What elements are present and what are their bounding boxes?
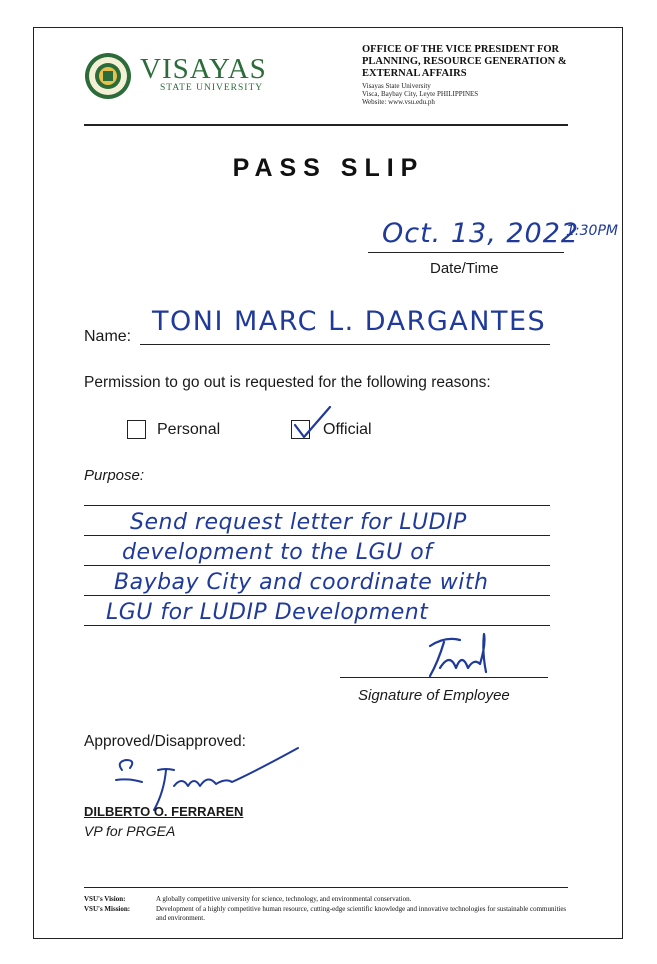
university-seal-logo (84, 52, 132, 100)
vision-label: VSU's Vision: (84, 895, 126, 903)
purpose-line-4: LGU for LUDIP Development (106, 600, 429, 625)
footer-divider (84, 887, 568, 888)
purpose-label: Purpose: (84, 467, 145, 484)
purpose-line-2: development to the LGU of (122, 540, 433, 565)
personal-label: Personal (157, 421, 221, 438)
office-address (362, 82, 478, 106)
purpose-line (84, 505, 550, 506)
approval-label: Approved/Disapproved: (84, 733, 246, 750)
vision-text: A globally competitive university for science, technology, and environmental conservation. (156, 895, 412, 903)
name-underline (140, 344, 550, 345)
address-line-2: Visca, Baybay City, Leyte PHILIPPINES (362, 90, 479, 98)
university-name: VISAYAS (140, 53, 267, 85)
signature-label: Signature of Employee (358, 687, 510, 704)
purpose-line-3: Baybay City and coordinate with (114, 570, 489, 595)
approver-name: DILBERTO O. FERRAREN (84, 804, 244, 819)
address-line-1: Visayas State University (362, 82, 431, 90)
page-title: PASS SLIP (232, 154, 425, 182)
official-label: Official (323, 421, 372, 438)
employee-signature-mark (400, 628, 500, 680)
website-line: Website: www.vsu.edu.ph (362, 98, 435, 106)
purpose-text (104, 508, 564, 628)
permission-text: Permission to go out is requested for the following reasons: (84, 374, 491, 391)
office-title: OFFICE OF THE VICE PRESIDENT FOR PLANNING, RESOURCE GENERATION & EXTERNAL AFFAIRS (362, 44, 567, 79)
time-value: 1:30PM (566, 223, 618, 239)
date-time-label: Date/Time (430, 260, 499, 277)
personal-checkbox[interactable] (127, 420, 146, 439)
purpose-line-1: Send request letter for LUDIP (130, 510, 467, 535)
date-underline (368, 252, 564, 253)
name-value: TONI MARC L. DARGANTES (152, 306, 547, 337)
mission-label: VSU's Mission: (84, 905, 131, 913)
name-label: Name: (84, 328, 132, 345)
university-subtitle: STATE UNIVERSITY (160, 83, 264, 93)
signature-underline (340, 677, 548, 678)
mission-text: Development of a highly competitive human resource, cutting-edge scientific knowledge and innovative technologies for sustainable communities and environment. (156, 905, 567, 922)
date-value: Oct. 13, 2022 (382, 218, 580, 249)
approver-title: VP for PRGEA (84, 823, 176, 839)
header-divider (84, 124, 568, 126)
